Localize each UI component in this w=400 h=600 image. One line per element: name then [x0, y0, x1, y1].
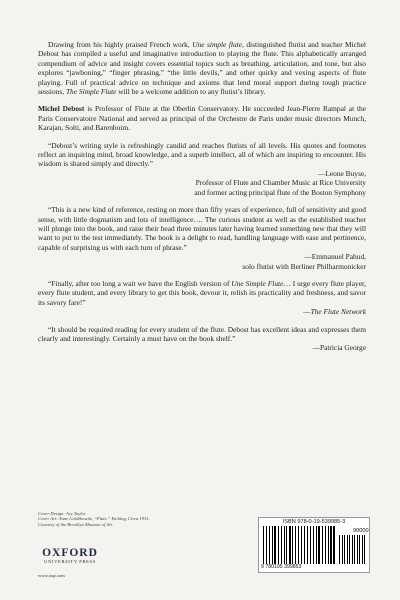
review-text: “This is a new kind of reference, resting on more than fifty years of experience, full of sensitivity and good sense, with little dogmatism and lots of intelligence…. The curious student as well as the established teacher will plunge into the book, and raise their head three minutes later having learned something new that they will want to put to the test immediately. The book is a delight to read, handling language with ease and pertinence, capable of surprising us with each turn of phrase.”	[38, 205, 366, 252]
credit-line: Cover Art: Anne Goldthwaite, “Flute.” Etching, Circa 1931.	[38, 516, 150, 522]
review-4	[38, 325, 366, 353]
cover-credits	[38, 511, 188, 527]
price-code: 90000	[353, 528, 369, 534]
review-affiliation: Professor of Flute and Chamber Music at Rice University	[195, 178, 366, 188]
review-text: “Debost’s writing style is refreshingly candid and reaches flutists of all levels. His quotes and footnotes reflect an inquiring mind, broad knowledge, and a superb intellect, all of which are inspiring to encounter. His wisdom is shared simply and directly.”	[38, 140, 366, 169]
author-bio: Michel Debost is Professor of Flute at the Oberlin Conservatory. He succeeded Jean-Pierre Rampal at the Paris Conservatoire National and served as principal of the Orchestre de Paris under music directors Munch, Karajan, Solti, and Barenboim.	[38, 104, 366, 133]
back-cover-text	[38, 40, 366, 361]
addon-barcode-bars	[339, 535, 365, 564]
barcode-digits: 9 780195 399853	[261, 564, 302, 570]
review-author: —Patricia George	[312, 343, 366, 353]
credit-line: Courtesy of the Brooklyn Museum of Art.	[38, 521, 114, 527]
review-affiliation: and former acting principal flute of the Boston Symphony	[194, 187, 366, 197]
barcode-bar	[333, 526, 335, 564]
barcode-bars	[263, 526, 335, 564]
review-1	[38, 141, 366, 197]
barcode-bar	[364, 535, 365, 564]
review-text: “Finally, after too long a wait we have the English version of Une Simple Flute… I urge every flute player, every flute student, and every library to get this book, devour it, relish its practicality and freshness, and savor its savory fare!”	[38, 278, 367, 307]
review-3	[38, 279, 366, 317]
review-text: “It should be required reading for every student of the flute. Debost has excellent ideas and expresses them clearly and interestingly. Certainly a must have on the book shelf.”	[38, 324, 366, 343]
publisher-url: www.oup.com	[38, 573, 65, 578]
isbn-number: ISBN 978-0-19-539985-3	[282, 519, 346, 525]
publisher-logo	[38, 547, 102, 565]
review-affiliation: solo flutist with Berliner Philharmonicker	[242, 261, 366, 271]
review-author: —Emmanuel Pahud,	[304, 252, 366, 262]
review-author: —Leone Buyse,	[317, 168, 366, 178]
review-author: —The Flute Network	[303, 307, 366, 317]
credit-line: Cover Design: Ary Taylor	[38, 511, 86, 516]
review-2	[38, 205, 366, 271]
publisher-subname: UNIVERSITY PRESS	[44, 559, 96, 564]
publisher-name: OXFORD	[42, 547, 98, 559]
isbn-barcode	[258, 517, 370, 573]
book-description: Drawing from his highly praised French work, Une simple flute, distinguished flutist and teacher Michel Debost has compiled a useful and imaginative introduction to playing the flute. This alphabetically arranged compendium of advice and insight covers essential topics such as breathing, articulation, and tone, but also explores “jawboning,” “finger phrasing,” “the little devils,” and other quirky and vexing aspects of flute playing. Full of practical advice on technique and axioms that lend moral support during tough practice sessions, The Simple Flute will be a welcome addition to any flutist’s library.	[38, 40, 366, 97]
